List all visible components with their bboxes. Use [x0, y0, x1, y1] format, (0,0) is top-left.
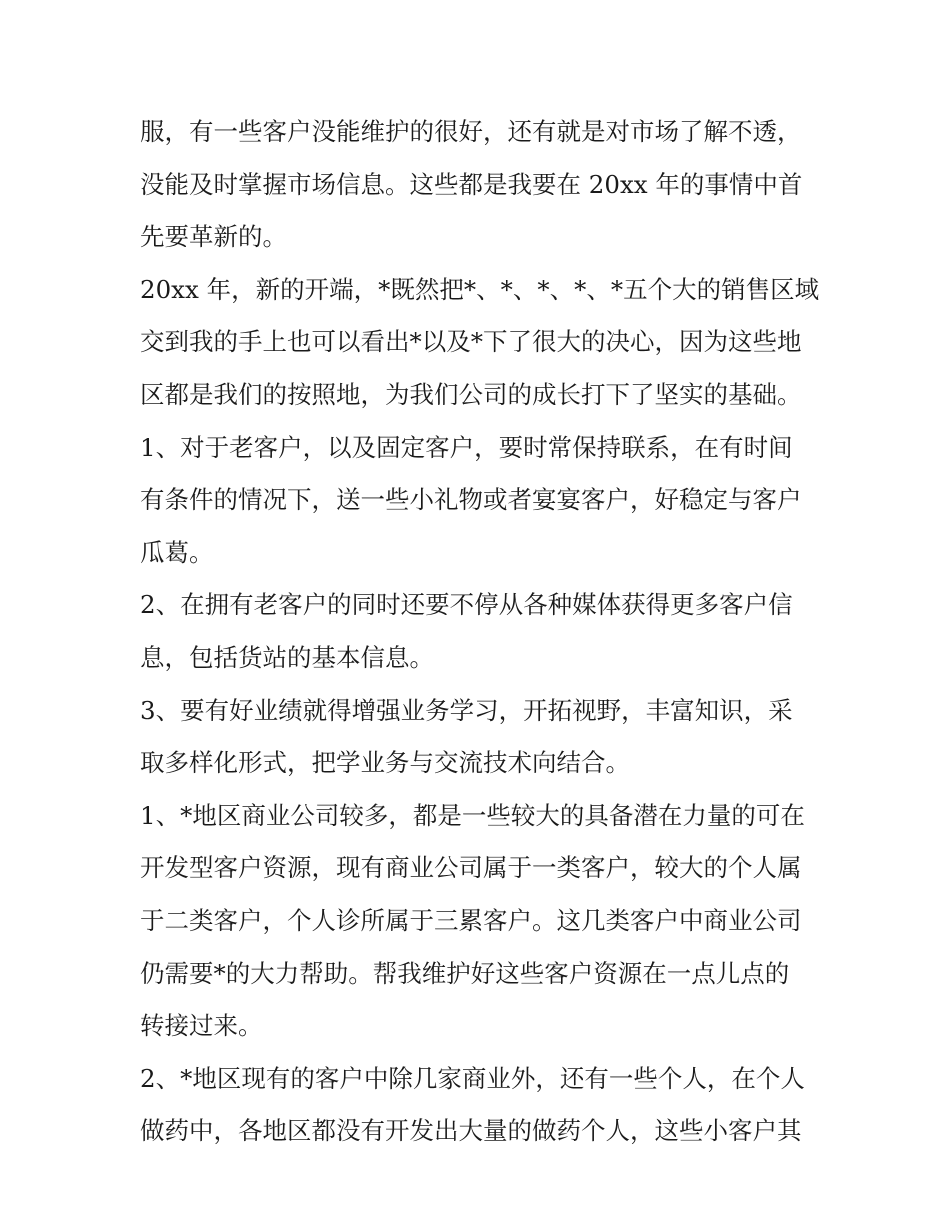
- text-line: 区都是我们的按照地，为我们公司的成长打下了坚实的基础。: [140, 379, 802, 409]
- text-line: 息，包括货站的基本信息。: [140, 642, 434, 672]
- text-line: 服，有一些客户没能维护的很好，还有就是对市场了解不透，: [140, 117, 802, 146]
- text-line: 2、*地区现有的客户中除几家商业外，还有一些个人，在个人: [140, 1063, 805, 1093]
- text-line: 转接过来。: [140, 1011, 263, 1041]
- text-line: 做药中，各地区都没有开发出大量的做药个人，这些小客户其: [140, 1116, 802, 1146]
- text-line: 没能及时掌握市场信息。这些都是我要在 20xx 年的事情中首: [140, 169, 803, 199]
- text-line: 1、对于老客户，以及固定客户，要时常保持联系，在有时间: [140, 432, 793, 462]
- text-line: 交到我的手上也可以看出*以及*下了很大的决心，因为这些地: [140, 327, 802, 357]
- document-body: [140, 106, 820, 1158]
- text-line: 于二类客户，个人诊所属于三累客户。这几类客户中商业公司: [140, 905, 802, 935]
- text-line: 20xx 年，新的开端，*既然把*、*、*、*、*五个大的销售区域: [140, 274, 820, 304]
- text-line: 仍需要*的大力帮助。帮我维护好这些客户资源在一点儿点的: [140, 958, 790, 988]
- text-line: 先要革新的。: [140, 222, 287, 252]
- text-line: 2、在拥有老客户的同时还要不停从各种媒体获得更多客户信: [140, 590, 793, 620]
- text-line: 有条件的情况下，送一些小礼物或者宴宴客户，好稳定与客户: [140, 485, 802, 515]
- text-line: 3、要有好业绩就得增强业务学习，开拓视野，丰富知识，采: [140, 695, 793, 725]
- text-line: 1、*地区商业公司较多，都是一些较大的具备潜在力量的可在: [140, 800, 805, 830]
- text-line: 瓜葛。: [140, 537, 214, 567]
- text-line: 取多样化形式，把学业务与交流技术向结合。: [140, 748, 630, 778]
- text-line: 开发型客户资源，现有商业公司属于一类客户，较大的个人属: [140, 853, 802, 883]
